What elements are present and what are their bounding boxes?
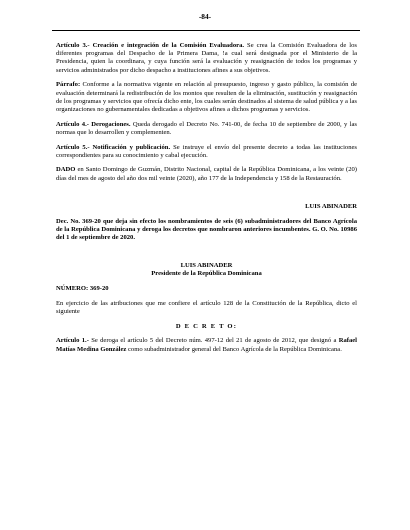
article-5-label: Artículo 5.- Notificación y publicación. [56, 143, 171, 151]
signature: LUIS ABINADER [305, 202, 357, 210]
article-3 [56, 42, 357, 75]
president-title: Presidente de la República Dominicana [151, 270, 262, 278]
article-5 [56, 144, 357, 160]
dado-clause [56, 166, 357, 182]
article-5-text: Se instruye el envío del presente decreto a todas las instituciones correspondientes para su conocimiento y cabal ejecución. [56, 143, 357, 159]
article-1-text-a: Se deroga el artículo 5 del Decreto núm. 497-12 del 21 de agosto de 2012, que designó a [88, 337, 339, 345]
paragraph-text: Conforme a la normativa vigente en relación al presupuesto, ingreso y gasto público, la comisión de evaluación determinará la redistribución de los montos que resulten de la eliminación, sustitución y reasignación de los programas y servicios que ofrecía dicho ente, los cuales serán destinados al sistema de salud pública y a las organizaciones no gubernamentales dedicadas a objetivos afines a dichos programas y servicios. [56, 81, 357, 113]
article-1 [56, 337, 357, 353]
paragraph-label: Párrafo: [56, 81, 81, 89]
page-number: -84- [198, 12, 212, 21]
president-name: LUIS ABINADER [180, 262, 233, 270]
decree-number: NÚMERO: 369-20 [56, 285, 109, 293]
article-1-label: Artículo 1.- [56, 337, 89, 345]
document-body [56, 42, 357, 360]
article-1-text-b: como subadministrador general del Banco Agrícola de la República Dominicana. [126, 345, 342, 353]
appointee-name: Rafael Matías Medina González [56, 337, 357, 353]
header-rule [52, 30, 360, 31]
dado-label: DADO [56, 166, 76, 174]
article-3-label: Artículo 3.- Creación e integración de la Comisión Evaluadora. [56, 42, 245, 49]
paragraph-note [56, 81, 357, 114]
decreto-heading: D E C R E T O: [175, 322, 238, 330]
article-4-label: Artículo 4.- Derogaciones. [56, 120, 131, 128]
decree-summary: Dec. No. 369-20 que deja sin efecto los nombramientos de seis (6) subadministradores del Banco Agrícola de la República Dominicana y deroga los decretos que nombraron anteriores incumbentes. G. O. No. 10986 del 1 de septiembre de 2020. [56, 217, 357, 241]
dado-text: en Santo Domingo de Guzmán, Distrito Nacional, capital de la República Dominicana, a los veinte (20) días del mes de agosto del año dos mil veinte (2020), año 177 de la Independencia y 158 de la Restauración. [56, 166, 357, 182]
article-3-text: Se crea la Comisión Evaluadora de los diferentes programas del Despacho de la Primera Dama, !a cual será designada por el Ministerio de la Presidencia, quien la coordinara, y cuya función será la evaluación y reasignación de todos los programas y servicios administrados por dicho despacho a instituciones afines a sus objetivos. [56, 42, 357, 74]
article-4-text: Queda derogado el Decreto No. 741-00, de fecha 10 de septiembre de 2000, y las normas que lo desarrollen y complementen. [56, 120, 357, 136]
preamble: En ejercicio de las atribuciones que me confiere el artículo 128 de la Constitución de la República, dicto el siguiente [56, 299, 357, 315]
article-4 [56, 121, 357, 137]
